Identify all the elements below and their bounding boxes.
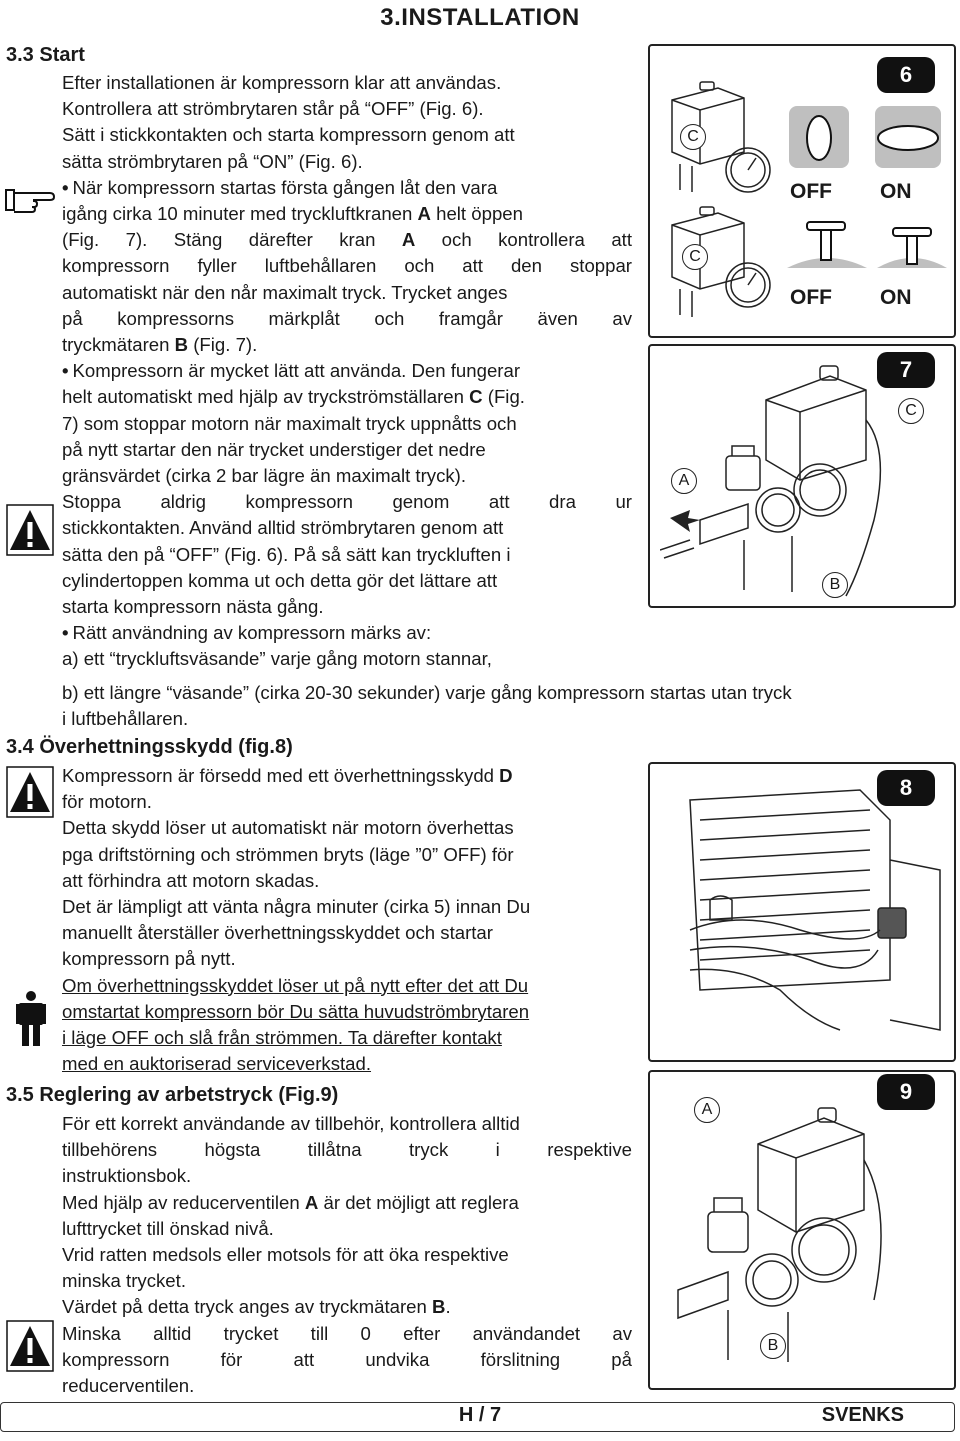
text-line: När kompressorn startas första gången låt den vara [72,176,498,198]
figure-9-label: 9 [877,1074,935,1110]
section-3-5-title: 3.5 Reglering av arbetstryck (Fig.9) [6,1084,339,1106]
section-3-3-body [62,70,632,673]
text-run: . [445,1296,451,1318]
ref-a: A [417,203,431,225]
text-line: pga driftstörning och strömmen bryts (läge ”0” OFF) för [62,843,514,865]
switch-state-off: OFF [790,180,832,203]
text-run: (Fig. 7). Stäng därefter kran [62,229,402,251]
text-line: starta kompressorn nästa gång. [62,596,324,618]
text-line: kompressorn fyller luftbehållaren och att den stoppar [62,255,632,277]
text-run: Med hjälp av reducerventilen [62,1191,305,1213]
ref-b: B [432,1296,446,1318]
text-line: Minska alltid trycket till 0 efter användandet av [62,1322,632,1344]
warning-icon [6,1320,54,1372]
text-run: helt automatiskt med hjälp av tryckströmställaren [62,386,470,408]
section-3-4-body [62,763,632,1077]
text-line: manuellt återställer överhettningsskyddet och startar [62,922,493,944]
rotary-switch-icons [787,102,947,182]
page-header-title: 3.INSTALLATION [380,4,580,31]
text-line: att förhindra att motorn skadas. [62,869,320,891]
section-3-4-title: 3.4 Överhettningsskydd (fig.8) [6,736,293,758]
text-line: Efter installationen är kompressorn klar att användas. [62,72,502,93]
text-line: instruktionsbok. [62,1165,192,1187]
text-line: Om överhettningsskyddet löser ut på nytt efter det att Du [62,974,529,996]
ref-d: D [499,765,513,786]
text-run: är det möjligt att reglera [318,1191,519,1213]
figure-6-label: 6 [877,57,935,93]
text-line: automatiskt när den når maximalt tryck. Trycket anges [62,281,508,303]
text-line: för motorn. [62,791,152,813]
text-line: Det är lämpligt att vänta några minuter (cirka 5) innan Du [62,896,531,918]
callout-c: C [682,244,708,270]
text-line: sätta strömbrytaren på “ON” (Fig. 6). [62,150,363,172]
text-run: igång cirka 10 minuter med tryckluftkranen [62,203,418,225]
text-line: b) ett längre “väsande” (cirka 20-30 sekunder) varje gång kompressorn startas utan tryck [62,682,792,703]
ref-c: C [469,386,483,408]
callout-b: B [822,572,848,598]
text-run: Värdet på detta tryck anges av tryckmätaren [62,1296,432,1318]
ref-a: A [401,229,416,251]
bullet: • [62,360,69,382]
figure-8-label: 8 [877,770,935,806]
text-line: cylindertoppen komma ut och detta gör det lättare att [62,569,498,591]
pressure-switch-drawing [660,80,790,330]
warning-icon [6,504,54,556]
bullet: • [62,176,69,198]
motor-overheat-drawing [660,780,950,1056]
section-3-3-title: 3.3 Start [6,44,85,66]
text-line: gränsvärdet (cirka 2 bar lägre än maximalt tryck). [62,465,467,487]
callout-c: C [680,124,706,150]
text-line: Detta skydd löser ut automatiskt när motorn överhettas [62,817,514,839]
callout-a: A [671,468,697,494]
text-line: lufttrycket till önskad nivå. [62,1217,274,1239]
warning-icon [6,766,54,818]
text-run: och kontrollera att [415,229,632,251]
text-run: Kompressorn är försedd med ett överhettningsskydd [62,765,500,786]
language-label: SVENKS [821,1404,904,1426]
text-run: tryckmätaren [62,334,175,356]
text-line: reducerventilen. [62,1375,195,1397]
text-run: (Fig. 7). [188,334,258,356]
text-line: Vrid ratten medsols eller motsols för att öka respektive [62,1244,509,1266]
bullet: • [62,622,69,644]
ref-b: B [174,334,189,356]
page-number: H / 7 [458,1404,502,1426]
text-run: (Fig. [482,386,525,408]
text-line: minska trycket. [62,1270,186,1292]
text-line: 7) som stoppar motorn när maximalt tryck uppnåtts och [62,412,517,434]
text-line: med en auktoriserad serviceverkstad. [62,1053,372,1075]
callout-a: A [694,1097,720,1123]
push-switch-icons [787,208,952,288]
text-line: För ett korrekt användande av tillbehör, kontrollera alltid [62,1113,520,1134]
text-line: kompressorn på nytt. [62,948,236,970]
text-line: Rätt användning av kompressorn märks av: [72,622,432,644]
text-line: Kompressorn är mycket lätt att använda. Den fungerar [72,360,521,382]
text-line: omstartat kompressorn bör Du sätta huvudströmbrytaren [62,1000,530,1022]
text-line: sätta den på “OFF” (Fig. 6). På så sätt kan tryckluften i [62,543,511,565]
callout-c: C [898,398,924,424]
text-line: i läge OFF och slå från strömmen. Ta därefter kontakt [62,1027,502,1049]
text-line: tillbehörens högsta tillåtna tryck i respektive [62,1139,632,1161]
text-line: stickkontakten. Använd alltid strömbrytaren genom att [62,517,504,539]
figure-7-label: 7 [877,352,935,388]
callout-b: B [760,1333,786,1359]
text-line: Kontrollera att strömbrytaren står på “OFF” (Fig. 6). [62,98,484,120]
switch-state-off: OFF [790,286,832,309]
text-line: kompressorn för att undvika förslitning på [62,1348,632,1370]
text-line: på kompressorns märkplåt och framgår även av [62,307,632,329]
section-3-3-tail [62,680,960,732]
ref-a: A [304,1191,319,1213]
text-line: Stoppa aldrig kompressorn genom att dra ur [62,491,632,513]
text-line: a) ett “tryckluftsväsande” varje gång motorn stannar, [62,648,492,670]
text-line: på nytt startar den när trycket understiger det nedre [62,438,486,460]
section-3-5-body [62,1111,632,1399]
switch-state-on: ON [880,180,912,203]
switch-state-on: ON [880,286,912,309]
pointing-hand-icon [4,184,56,214]
text-run: helt öppen [430,203,523,225]
person-icon [14,990,48,1048]
text-line: Sätt i stickkontakten och starta kompressorn genom att [62,124,515,146]
text-line: i luftbehållaren. [62,708,189,730]
